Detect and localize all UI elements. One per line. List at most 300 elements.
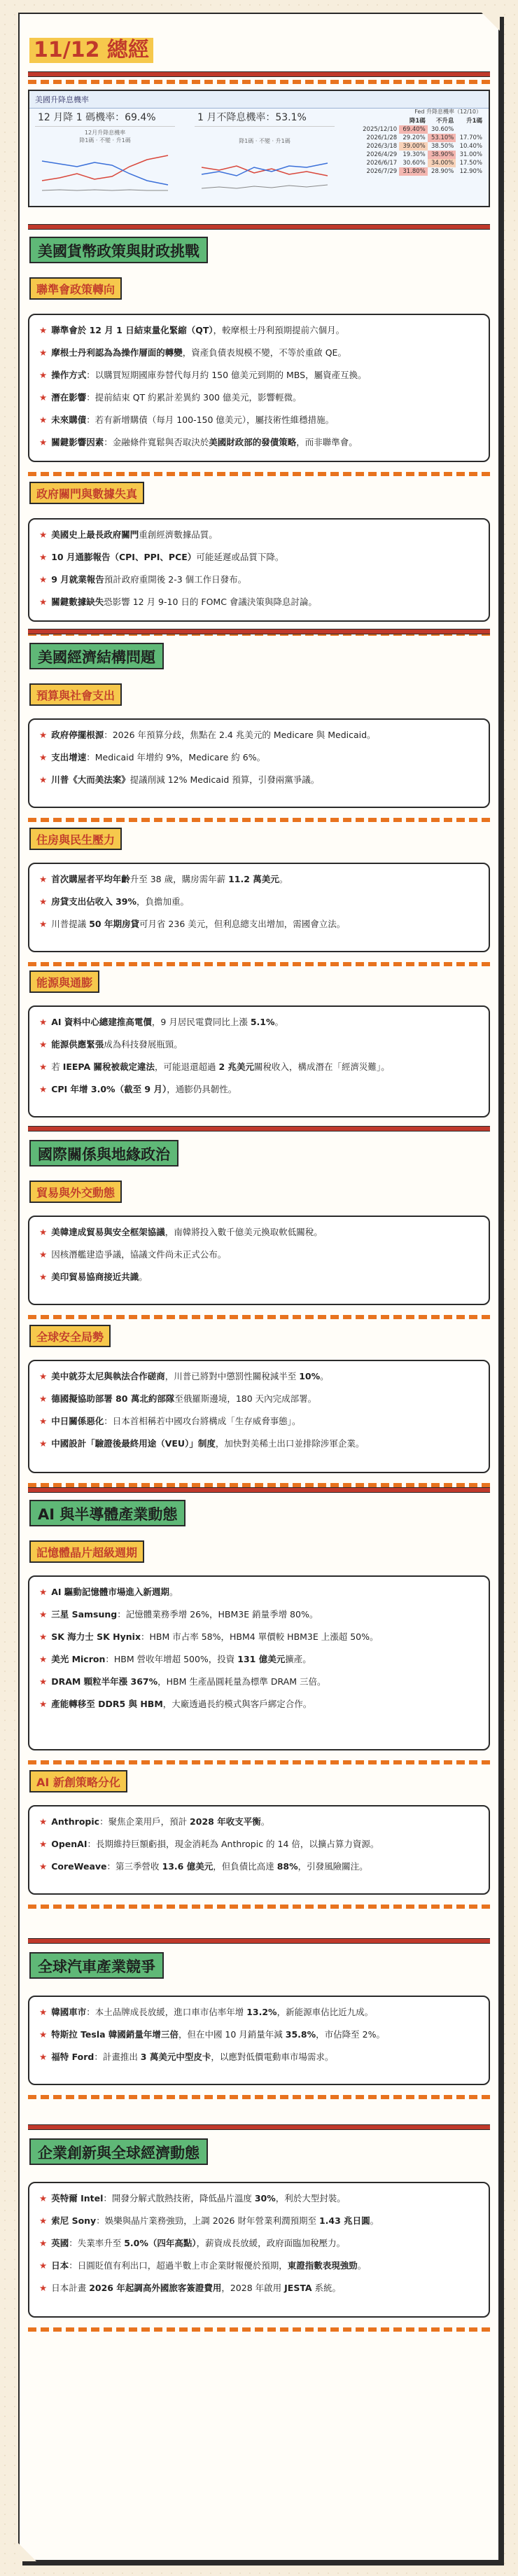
- star-icon: ★: [39, 1654, 48, 1664]
- bullet-item: [39, 1437, 479, 1451]
- series-hike-line: [202, 185, 328, 188]
- subsection-title: 貿易與外交動態: [29, 1181, 122, 1203]
- bullet-emphasis: 摩根士丹利認為為操作層面的轉變: [51, 347, 183, 358]
- bullet-card: [28, 314, 490, 462]
- subsection-title: 記憶體晶片超級週期: [29, 1540, 144, 1563]
- table-cell: 2026/7/29: [366, 168, 398, 175]
- subsection-title: 全球安全局勢: [29, 1325, 111, 1347]
- bullet-item: [39, 1082, 479, 1096]
- trend-sparkline: [198, 146, 331, 195]
- bullet-text: ，但在中國 10 月銷量年減: [178, 2029, 286, 2040]
- star-icon: ★: [39, 2029, 48, 2040]
- bullet-emphasis: 10%: [299, 1371, 321, 1381]
- table-cell: 38.50%: [430, 143, 454, 150]
- table-cell: 2026/4/29: [366, 151, 398, 158]
- star-icon: ★: [39, 370, 48, 380]
- chart-panel-jan: [195, 108, 335, 203]
- bullet-text: ，資產負債表規模不變，不等於重啟 QE。: [182, 347, 346, 358]
- bullet-emphasis: 支出增速: [51, 752, 87, 763]
- page-title: 11/12 總經: [29, 38, 153, 63]
- bullet-text: ，南韓將投入數千億美元換取軟低關稅。: [164, 1227, 323, 1237]
- star-icon: ★: [39, 1587, 48, 1597]
- bullet-item: [39, 773, 479, 787]
- table-cell: 17.70%: [459, 134, 482, 141]
- bullet-text: ，引發風險關注。: [298, 1861, 368, 1872]
- bullet-text: 至俄羅斯邊境，180 天內完成部署。: [174, 1393, 317, 1404]
- panel-legend: 降1碼 · 不變 · 升1碼: [239, 138, 290, 144]
- bullet-item: [39, 751, 479, 765]
- corner-fold: [18, 2543, 36, 2561]
- bullet-text: ：2026 年預算分歧，焦點在 2.4 兆美元的 Medicare 與 Medicaid。: [104, 730, 376, 740]
- table-cell: 2026/6/17: [366, 160, 398, 167]
- star-icon: ★: [39, 774, 48, 785]
- bullet-emphasis: 美中就芬太尼與執法合作磋商: [51, 1371, 165, 1381]
- bullet-text: ，新能源車佔比近九成。: [276, 2007, 374, 2017]
- series-hold-line: [42, 161, 168, 185]
- chart-header: 美國升降息機率: [29, 91, 489, 109]
- bullet-emphasis: 未來購債: [51, 415, 87, 425]
- bullet-emphasis: DRAM 顆粒半年漲 367%: [51, 1676, 158, 1687]
- bullet-text: ：HBM 營收年增超 500%，投資: [105, 1654, 238, 1664]
- table-row: [358, 142, 484, 151]
- bullet-item: [39, 346, 479, 360]
- bullet-emphasis: 三星 Samsung: [51, 1609, 118, 1620]
- subsection-title: 能源與通膨: [29, 970, 99, 993]
- table-title: Fed 升降息機率（12/10）: [414, 109, 482, 115]
- divider: [28, 1487, 490, 1493]
- bullet-item: [39, 1837, 479, 1851]
- bullet-text: ，較摩根士丹利預期提前六個月。: [213, 325, 345, 335]
- star-icon: ★: [39, 2215, 48, 2226]
- bullet-text: ：計畫推出: [94, 2052, 141, 2062]
- divider: [28, 1760, 490, 1764]
- corner-fold: [482, 13, 500, 31]
- bullet-emphasis: 聯準會於 12 月 1 日結束量化緊縮（QT）: [51, 325, 214, 335]
- bullet-text: 重創經濟數據品質。: [139, 529, 218, 540]
- bullet-emphasis: 中國設計「驗證後最終用途（VEU）」制度: [51, 1438, 216, 1449]
- bullet-emphasis: 30%: [254, 2193, 276, 2203]
- bullet-item: [39, 1815, 479, 1829]
- table-header-cell: [358, 116, 399, 125]
- bullet-emphasis: 美印貿易協商接近共識: [51, 1272, 139, 1282]
- bullet-text: ，川普已將對中懲罰性關稅減半至: [164, 1371, 300, 1381]
- bullet-emphasis: 2028 年收支平衡: [190, 1816, 261, 1827]
- bullet-text: ：第三季營收: [106, 1861, 162, 1872]
- bullet-text: ，加快對美稀土出口並排除涉軍企業。: [215, 1438, 365, 1449]
- bullet-text: 因核潛艦建造爭議，協議文件尚未正式公布。: [51, 1249, 227, 1260]
- star-icon: ★: [39, 437, 48, 447]
- bullet-emphasis: 關鍵影響因素: [51, 437, 104, 447]
- table-cell: 38.90%: [428, 151, 456, 159]
- bullet-text: 。: [357, 2260, 367, 2271]
- star-icon: ★: [39, 1393, 48, 1404]
- bullet-text: 可月省 236 美元，但利息總支出增加，需國會立法。: [139, 919, 346, 929]
- subsection-title: 預算與社會支出: [29, 683, 122, 706]
- table-row: [358, 167, 484, 176]
- divider: [28, 818, 490, 822]
- bullet-text: ：娛樂與晶片業務強勁，上調 2026 財年營業利潤預期至: [96, 2215, 319, 2226]
- bullet-item: [39, 1015, 479, 1029]
- star-icon: ★: [39, 730, 48, 740]
- bullet-emphasis: 5.0%（四年高點）: [124, 2238, 197, 2248]
- legend-hike: 升1碼: [275, 138, 290, 144]
- bullet-text: ，大廠透過長約模式與客戶綁定合作。: [162, 1699, 312, 1709]
- table-cell: 2026/3/18: [366, 143, 398, 150]
- table-cell: 31.80%: [399, 167, 428, 176]
- star-icon: ★: [39, 2260, 48, 2271]
- bullet-text: ，9 月居民電費同比上漲: [151, 1017, 251, 1027]
- bullet-item: [39, 323, 479, 337]
- bullet-emphasis: AI 資料中心總建推高電價: [51, 1017, 152, 1027]
- table-row: [358, 159, 484, 167]
- bullet-text: ：聚焦企業用戶，預計: [99, 1816, 190, 1827]
- divider: [28, 1905, 490, 1909]
- bullet-item: [39, 895, 479, 909]
- bullet-emphasis: JESTA: [284, 2283, 312, 2293]
- bullet-emphasis: 首次購屋者平均年齡: [51, 874, 130, 884]
- bullet-item: [39, 528, 479, 542]
- trend-sparkline: [38, 146, 172, 195]
- bullet-emphasis: OpenAI: [51, 1839, 88, 1849]
- bullet-item: [39, 1248, 479, 1262]
- bullet-card: [28, 1216, 490, 1305]
- bullet-emphasis: 13.6 億美元: [162, 1861, 214, 1872]
- star-icon: ★: [39, 415, 48, 425]
- bullet-text: ，利於大型封裝。: [275, 2193, 346, 2203]
- table-cell: 31.00%: [459, 151, 482, 158]
- bullet-text: 關稅收入，構成潛在「經濟災難」。: [254, 1061, 390, 1072]
- star-icon: ★: [39, 874, 48, 884]
- kpi-dec: 12 月降 1 碼機率：69.4%: [35, 108, 175, 127]
- bullet-text: ：金融條件寬鬆與否取決於: [104, 437, 209, 447]
- bullet-item: [39, 1038, 479, 1052]
- bullet-emphasis: CPI 年增 3.0%（截至 9 月）: [51, 1084, 167, 1094]
- divider: [28, 71, 490, 77]
- bullet-emphasis: 3 萬美元中型皮卡: [140, 2052, 211, 2062]
- bullet-emphasis: 2026 年起調高外國旅客簽證費用: [89, 2283, 222, 2293]
- star-icon: ★: [39, 325, 48, 335]
- subsection-title: 住房與民生壓力: [29, 828, 122, 850]
- bullet-item: [39, 2236, 479, 2250]
- star-icon: ★: [39, 1676, 48, 1687]
- section-title: 全球汽車產業競爭: [29, 1952, 164, 1979]
- bullet-text: ：失業率升至: [69, 2238, 125, 2248]
- bullet-text: ：日本首相稱若中國攻台將構成「生存威脅事態」。: [104, 1416, 301, 1426]
- divider: [28, 1126, 490, 1132]
- page-card: [18, 13, 500, 2561]
- bullet-emphasis: IEEPA 關稅被裁定違法: [62, 1061, 155, 1072]
- bullet-item: [39, 2259, 479, 2273]
- bullet-item: [39, 368, 479, 382]
- bullet-item: [39, 436, 479, 450]
- star-icon: ★: [39, 529, 48, 540]
- bullet-text: ：日圓貶值有利出口，超過半數上市企業財報優於預期，: [69, 2260, 288, 2271]
- bullet-text: ：以購買短期國庫券替代每月約 150 億美元到期的 MBS，屬資產互換。: [86, 370, 367, 380]
- bullet-emphasis: 131 億美元: [237, 1654, 286, 1664]
- bullet-text: ，市佔降至 2%。: [316, 2029, 385, 2040]
- probability-grid: [358, 116, 484, 176]
- bullet-emphasis: 能源供應緊張: [51, 1039, 104, 1050]
- bullet-emphasis: 英特爾 Intel: [51, 2193, 104, 2203]
- bullet-emphasis: 福特 Ford: [51, 2052, 94, 2062]
- table-cell: 30.60%: [402, 160, 426, 167]
- bullet-item: [39, 1697, 479, 1711]
- subsection-title: AI 新創策略分化: [29, 1770, 127, 1792]
- bullet-text: 。: [274, 1017, 284, 1027]
- star-icon: ★: [39, 1609, 48, 1620]
- bullet-emphasis: 美國史上最長政府關門: [51, 529, 139, 540]
- legend-hold: 不變: [99, 137, 111, 144]
- star-icon: ★: [39, 1371, 48, 1381]
- bullet-card: [28, 1575, 490, 1750]
- star-icon: ★: [39, 574, 48, 585]
- bullet-item: [39, 1414, 479, 1428]
- star-icon: ★: [39, 392, 48, 403]
- bullet-text: 。: [279, 874, 288, 884]
- bullet-text: ：Medicaid 年增約 9%，Medicare 約 6%。: [86, 752, 266, 763]
- divider: [28, 1938, 490, 1944]
- bullet-text: 升至 38 歲，購房需年薪: [130, 874, 229, 884]
- bullet-emphasis: AI 驅動記憶體市場進入新週期: [51, 1587, 169, 1597]
- bullet-text: 。: [169, 1587, 178, 1597]
- rate-probability-chart: [28, 90, 490, 207]
- chart-panel-dec: [35, 108, 175, 203]
- table-cell: 34.00%: [428, 159, 456, 167]
- bullet-item: [39, 2005, 479, 2019]
- section-title: AI 與半導體產業動態: [29, 1500, 186, 1526]
- section-title: 美國貨幣政策與財政挑戰: [29, 237, 208, 263]
- table-row: [358, 134, 484, 142]
- table-header-cell: 不升息: [435, 118, 454, 125]
- series-cut-line: [42, 155, 168, 181]
- bullet-text: ，而非聯準會。: [296, 437, 358, 447]
- bullet-item: [39, 2192, 479, 2206]
- section-title: 企業創新與全球經濟動態: [29, 2138, 208, 2165]
- bullet-text: 可能延遲或品質下降。: [196, 552, 284, 562]
- table-cell: 29.20%: [402, 134, 426, 141]
- bullet-item: [39, 1675, 479, 1689]
- table-cell: 28.90%: [430, 168, 454, 175]
- bullet-emphasis: 政府停擺根源: [51, 730, 104, 740]
- star-icon: ★: [39, 919, 48, 929]
- bullet-emphasis: 13.2%: [246, 2007, 277, 2017]
- bullet-card: [28, 863, 490, 952]
- bullet-item: [39, 917, 479, 931]
- table-cell: 2025/12/10: [363, 126, 398, 133]
- bullet-text: ：提前結束 QT 約累計差異約 300 億美元，影響輕微。: [86, 392, 302, 403]
- bullet-item: [39, 595, 479, 609]
- bullet-emphasis: Anthropic: [51, 1816, 100, 1827]
- bullet-card: [28, 1996, 490, 2085]
- bullet-text: 擴產。: [285, 1654, 312, 1664]
- bullet-emphasis: 1.43 兆日圓: [318, 2215, 370, 2226]
- bullet-item: [39, 1608, 479, 1622]
- fed-probability-table: [358, 108, 484, 176]
- divider: [28, 629, 490, 634]
- bullet-emphasis: SK 海力士 SK Hynix: [51, 1631, 141, 1642]
- bullet-emphasis: 9 月就業報告: [51, 574, 104, 585]
- star-icon: ★: [39, 347, 48, 358]
- bullet-emphasis: 11.2 萬美元: [228, 874, 279, 884]
- star-icon: ★: [39, 2283, 48, 2293]
- bullet-text: 預計政府重開後 2-3 個工作日發布。: [104, 574, 247, 585]
- bullet-emphasis: 88%: [276, 1861, 298, 1872]
- bullet-card: [28, 718, 490, 808]
- bullet-text: 。: [370, 2215, 379, 2226]
- legend-hike: 升1碼: [115, 137, 131, 144]
- bullet-emphasis: 2 兆美元: [218, 1061, 255, 1072]
- bullet-item: [39, 1652, 479, 1666]
- table-cell: 17.50%: [459, 160, 482, 167]
- bullet-emphasis: 韓國車市: [51, 2007, 87, 2017]
- subsection-title: 政府關門與數據失真: [29, 482, 144, 504]
- bullet-text: 川普提議: [51, 919, 90, 929]
- divider: [28, 2095, 490, 2099]
- bullet-text: ，以應對低價電動車市場需求。: [211, 2052, 334, 2062]
- star-icon: ★: [39, 2052, 48, 2062]
- bullet-item: [39, 413, 479, 427]
- bullet-item: [39, 2214, 479, 2228]
- divider: [28, 472, 490, 476]
- bullet-emphasis: 10 月通膨報告（CPI、PPI、PCE）: [51, 552, 197, 562]
- table-cell: 30.60%: [430, 126, 454, 133]
- bullet-text: 。: [139, 1272, 148, 1282]
- bullet-text: 提議削減 12% Medicaid 預算，引發兩黨爭議。: [130, 774, 320, 785]
- bullet-emphasis: 50 年期房貸: [89, 919, 139, 929]
- star-icon: ★: [39, 1438, 48, 1449]
- bullet-emphasis: 川普《大而美法案》: [51, 774, 130, 785]
- star-icon: ★: [39, 1249, 48, 1260]
- star-icon: ★: [39, 552, 48, 562]
- bullet-emphasis: 日本: [51, 2260, 69, 2271]
- star-icon: ★: [39, 1227, 48, 1237]
- star-icon: ★: [39, 1272, 48, 1282]
- bullet-emphasis: 東證指數表現強勁: [287, 2260, 358, 2271]
- bullet-text: ：長期維持巨額虧損，現金消耗為 Anthropic 的 14 倍，以擴占算力資源。: [87, 1839, 379, 1849]
- panel-subtitle: 12月升降息機率: [84, 130, 126, 136]
- bullet-text: ，薪資成長放緩，政府面臨加稅壓力。: [196, 2238, 346, 2248]
- legend-hold: 不變: [259, 138, 270, 144]
- table-cell: 39.00%: [399, 142, 428, 151]
- divider: [28, 962, 490, 966]
- star-icon: ★: [39, 1039, 48, 1050]
- legend-cut: 降1碼: [79, 137, 94, 144]
- bullet-text: ，通膨仍具韌性。: [167, 1084, 237, 1094]
- bullet-text: ：本土品牌成長放緩，進口車市佔率年增: [86, 2007, 247, 2017]
- star-icon: ★: [39, 752, 48, 763]
- bullet-item: [39, 872, 479, 886]
- bullet-card: [28, 1360, 490, 1473]
- star-icon: ★: [39, 1084, 48, 1094]
- bullet-item: [39, 2281, 479, 2295]
- bullet-emphasis: 35.8%: [285, 2029, 316, 2040]
- section-title: 美國經濟結構問題: [29, 643, 164, 669]
- bullet-text: ：開發分解式散熱技術，降低晶片溫度: [103, 2193, 255, 2203]
- bullet-item: [39, 1370, 479, 1384]
- bullet-item: [39, 1392, 479, 1406]
- kpi-jan: 1 月不降息機率：53.1%: [195, 108, 335, 127]
- bullet-text: ：若有新增購債（每月 100-150 億美元），屬技術性維穩措施。: [86, 415, 335, 425]
- table-cell: 12.90%: [459, 168, 482, 175]
- bullet-emphasis: 中日關係惡化: [51, 1416, 104, 1426]
- table-cell: [456, 125, 484, 134]
- star-icon: ★: [39, 1699, 48, 1709]
- divider: [28, 2124, 490, 2130]
- bullet-item: [39, 550, 479, 564]
- panel-legend: 降1碼 · 不變 · 升1碼: [79, 137, 131, 144]
- divider: [28, 224, 490, 230]
- bullet-item: [39, 573, 479, 587]
- table-cell: 69.40%: [399, 125, 428, 134]
- bullet-emphasis: 產能轉移至 DDR5 與 HBM: [51, 1699, 163, 1709]
- bullet-text: ，2028 年啟用: [221, 2283, 285, 2293]
- bullet-item: [39, 391, 479, 405]
- star-icon: ★: [39, 1839, 48, 1849]
- bullet-emphasis: 操作方式: [51, 370, 87, 380]
- bullet-emphasis: 英國: [51, 2238, 69, 2248]
- star-icon: ★: [39, 1416, 48, 1426]
- bullet-emphasis: 美光 Micron: [51, 1654, 106, 1664]
- bullet-item: [39, 2050, 479, 2064]
- divider: [28, 80, 490, 84]
- bullet-text: 系統。: [312, 2283, 342, 2293]
- bullet-text: 若: [51, 1061, 63, 1072]
- section-title: 國際關係與地緣政治: [29, 1140, 178, 1167]
- star-icon: ★: [39, 1816, 48, 1827]
- bullet-emphasis: 德國擬協助部署 80 萬北約部隊: [51, 1393, 175, 1404]
- bullet-text: ：記憶體業務季增 26%，HBM3E 銷量季增 80%。: [117, 1609, 318, 1620]
- bullet-text: ：HBM 市占率 58%，HBM4 單價較 HBM3E 上漲超 50%。: [141, 1631, 379, 1642]
- star-icon: ★: [39, 2238, 48, 2248]
- bullet-item: [39, 1270, 479, 1284]
- bullet-emphasis: 特斯拉 Tesla 韓國銷量年增三倍: [51, 2029, 178, 2040]
- table-cell: 53.10%: [428, 134, 456, 142]
- bullet-text: 。: [320, 1371, 329, 1381]
- bullet-emphasis: 索尼 Sony: [51, 2215, 97, 2226]
- bullet-text: 。: [260, 1816, 270, 1827]
- bullet-text: ，但負債比高達: [213, 1861, 277, 1872]
- star-icon: ★: [39, 1631, 48, 1642]
- bullet-item: [39, 1060, 479, 1074]
- star-icon: ★: [39, 597, 48, 607]
- bullet-text: ，可能退還超過: [154, 1061, 219, 1072]
- table-header-cell: 降1碼: [409, 118, 426, 125]
- bullet-emphasis: 關鍵數據缺失: [51, 597, 104, 607]
- bullet-item: [39, 1630, 479, 1644]
- bullet-emphasis: CoreWeave: [51, 1861, 107, 1872]
- star-icon: ★: [39, 1017, 48, 1027]
- bullet-emphasis: 美國財政部的發債策略: [209, 437, 297, 447]
- bullet-item: [39, 2028, 479, 2042]
- star-icon: ★: [39, 1061, 48, 1072]
- table-cell: 10.40%: [459, 143, 482, 150]
- bullet-item: [39, 1585, 479, 1599]
- bullet-item: [39, 1860, 479, 1874]
- bullet-emphasis: 房貸支出佔收入 39%: [51, 896, 136, 907]
- table-cell: 19.30%: [402, 151, 426, 158]
- bullet-card: [28, 2182, 490, 2318]
- bullet-card: [28, 1805, 490, 1895]
- star-icon: ★: [39, 2193, 48, 2203]
- star-icon: ★: [39, 2007, 48, 2017]
- table-row: [358, 125, 484, 134]
- bullet-text: 恐影響 12 月 9-10 日的 FOMC 會議決策與降息討論。: [104, 597, 317, 607]
- table-row: [358, 151, 484, 159]
- bullet-text: ，HBM 生產晶圓耗量為標準 DRAM 三倍。: [158, 1676, 326, 1687]
- star-icon: ★: [39, 1861, 48, 1872]
- bullet-item: [39, 1225, 479, 1239]
- bullet-item: [39, 728, 479, 742]
